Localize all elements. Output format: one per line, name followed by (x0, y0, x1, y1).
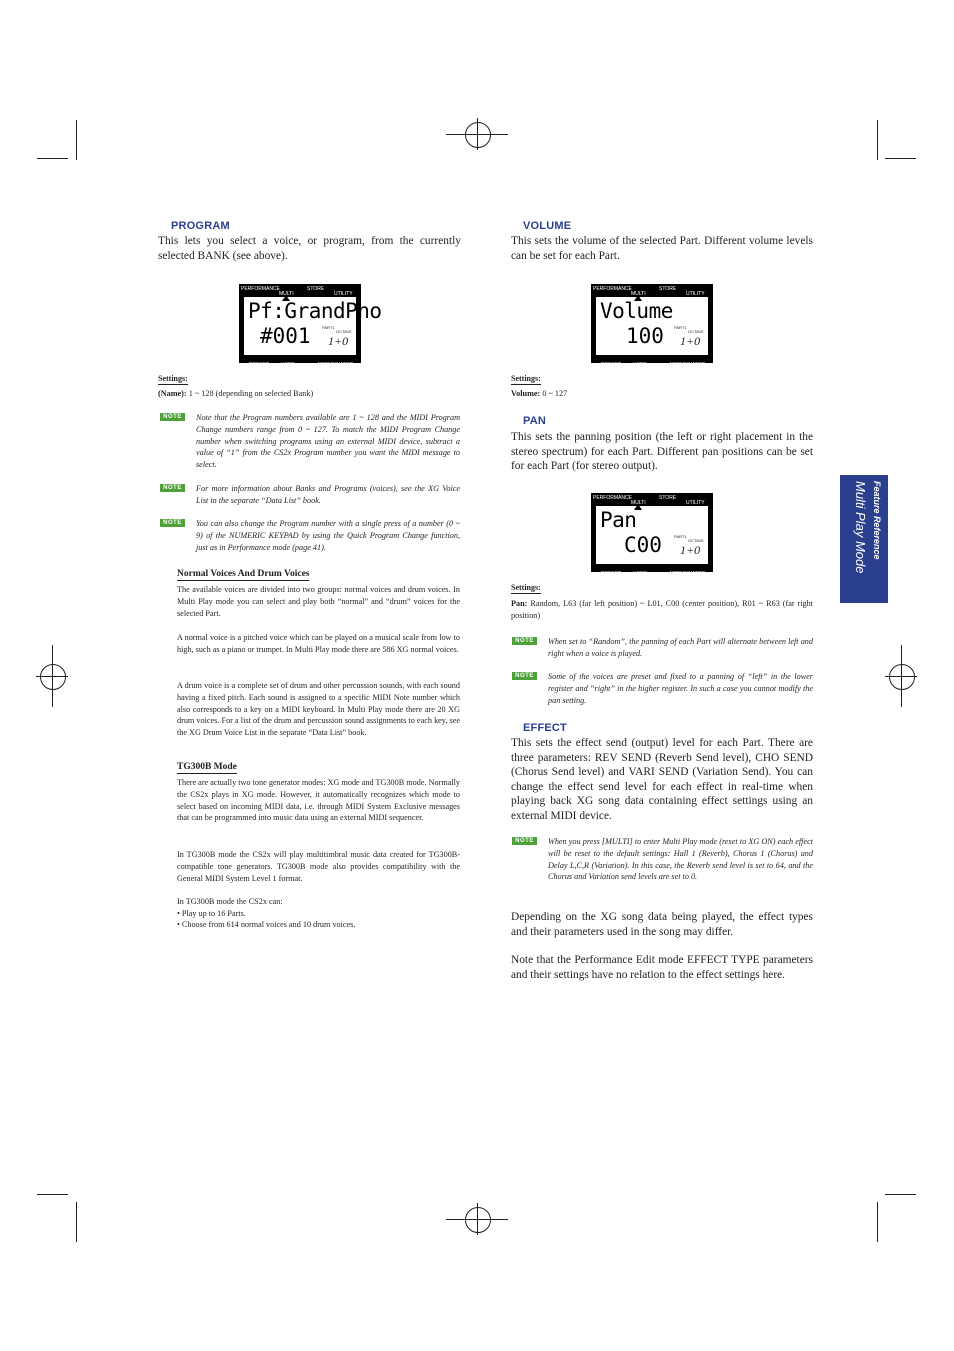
note-text: For more information about Banks and Programs (voices), see the XG Voice List in the separate “Data List” book. (196, 484, 460, 505)
paragraph: In TG300B mode the CS2x will play multitimbral music data created for TG300B-compatible tone generators. TG300B mode also provides compatibility with the General MIDI System Level 1 format. (177, 850, 460, 883)
settings-value: (Name): 1 ~ 128 (depending on selected Bank) (158, 389, 314, 398)
settings-value: Volume: 0 ~ 127 (511, 389, 568, 398)
effect-intro: This sets the effect send (output) level for each Part. There are three parameters: REV SEND (Reverb Send level), CHO SEND (Chorus Send level) and VARI SEND (Variation Send). You can change the effect send level for each effect in real-time when playing back XG song data containing effect settings using an external MIDI device. (511, 737, 813, 822)
note-icon: NOTE (160, 413, 185, 421)
paragraph: A drum voice is a complete set of drum and other percussion sounds, with each sound having a fixed pitch. Each sound is assigned to a specific MIDI Note number which also corresponds to a key on a MIDI keyboard. In Multi Play mode there are 20 XG drum voices. For a list of the drum and percussion sound assignments to each key, see the XG Drum Voice List in the separate “Data List” book. (177, 681, 460, 738)
list-item: • Play up to 16 Parts. (177, 909, 246, 918)
note-text: You can also change the Program number with a single press of a number (0 ~ 9) of the NUMERIC KEYPAD by using the Quick Program Change function, just as in Performance mode (page 41). (196, 519, 460, 552)
paragraph: There are actually two tone generator modes: XG mode and TG300B mode. Normally the CS2x plays in XG mode. However, it automatically recognizes which mode to select based on incoming MIDI data, i.e. through MIDI System Exclusive messages that can be programmed into music data using an external MIDI sequencer. (177, 778, 460, 823)
settings-label: Settings: (511, 374, 541, 383)
crop-mark (37, 158, 68, 159)
settings-label: Settings: (511, 583, 541, 592)
pan-heading: PAN (523, 415, 547, 427)
crop-mark (37, 1194, 68, 1195)
note-icon: NOTE (512, 637, 537, 645)
lcd-line1: Pan (600, 508, 637, 532)
program-intro: This lets you select a voice, or program, from the currently selected BANK (see above). (158, 235, 461, 262)
note-icon: NOTE (160, 484, 185, 492)
volume-heading: VOLUME (523, 220, 572, 232)
note-text: When you press [MULTI] to enter Multi Play mode (reset to XG ON) each effect will be reset to the default settings: Hall 1 (Reverb), Chorus 1 (Chorus) and Delay L,C,R (Variation). In this case, the Reverb send level is set to 64, and the Chorus and Variation send levels are set to 0. (548, 837, 813, 882)
crop-mark (877, 1202, 878, 1242)
settings-label: Settings: (158, 374, 188, 383)
paragraph: In TG300B mode the CS2x can: (177, 897, 283, 906)
normal-voices-heading: Normal Voices And Drum Voices (177, 569, 310, 579)
pan-intro: This sets the panning position (the left or right placement in the stereo spectrum) for each Part. Different pan positions can be set for each Part (for stereo output). (511, 431, 813, 473)
settings-value: Pan: Random, L63 (far left position) ~ L01, C00 (center position), R01 ~ R63 (far right position) (511, 599, 814, 620)
list-item: • Choose from 614 normal voices and 10 drum voices. (177, 920, 356, 929)
note-text: Some of the voices are preset and fixed to a panning of “left” in the lower register and “right” in the higher register. In such a case you cannot modify the pan setting. (548, 672, 813, 705)
paragraph: Depending on the XG song data being played, the effect types and their parameters used in the song may differ. (511, 911, 813, 938)
side-tab (840, 475, 888, 603)
lcd-line2: #001 (260, 324, 311, 348)
lcd-display-program: PERFORMANCE MULTI STORE UTILITY Pf:GrandPno #001 PART1 OCTAVE 1+0 PRESET USER ARPEGGIATOR (241, 286, 382, 368)
note-icon: NOTE (160, 519, 185, 527)
lcd-display-volume: PERFORMANCE MULTI STORE UTILITY Volume 100 PART1 OCTAVE 1+0 PRESET USER ARPEGGIATOR (591, 284, 713, 363)
crop-mark (76, 1202, 77, 1242)
lcd-line1: Pf:GrandPno (248, 299, 382, 323)
note-icon: NOTE (512, 672, 537, 680)
lcd-display-pan: PERFORMANCE MULTI STORE UTILITY Pan C00 PART1 OCTAVE 1+0 PRESET USER ARPEGGIATOR (591, 493, 713, 572)
side-tab-section: Feature Reference (872, 481, 882, 560)
note-text: Note that the Program numbers available are 1 ~ 128 and the MIDI Program Change numbers range from 0 ~ 127. To match the MIDI Program Change number when switching programs using an external MIDI device, subtract a value of “1” from the CS2x Program number you want the MIDI message to select. (196, 413, 460, 470)
note-icon: NOTE (512, 837, 537, 845)
note-text: When set to “Random”, the panning of each Part will alternate between left and right when a voice is played. (548, 637, 813, 658)
lcd-line2: 100 (626, 324, 664, 348)
side-tab-chapter: Multi Play Mode (853, 481, 868, 574)
effect-heading: EFFECT (523, 722, 567, 734)
crop-mark (885, 1194, 916, 1195)
lcd-line1: Volume (600, 299, 673, 323)
paragraph: A normal voice is a pitched voice which can be played on a musical scale from low to high, such as a piano or trumpet. In Multi Play mode there are 586 XG normal voices. (177, 633, 460, 654)
crop-mark (877, 120, 878, 160)
tg300b-heading: TG300B Mode (177, 762, 237, 772)
volume-intro: This sets the volume of the selected Part. Different volume levels can be set for each Part. (511, 235, 813, 262)
paragraph: The available voices are divided into two groups: normal voices and drum voices. In Multi Play mode you can select and play both “normal” and “drum” voices for the selected Part. (177, 585, 460, 618)
paragraph: Note that the Performance Edit mode EFFECT TYPE parameters and their settings have no relation to the effect settings here. (511, 954, 813, 981)
program-heading: PROGRAM (171, 220, 230, 232)
lcd-line2: C00 (624, 533, 662, 557)
crop-mark (76, 120, 77, 160)
crop-mark (885, 158, 916, 159)
